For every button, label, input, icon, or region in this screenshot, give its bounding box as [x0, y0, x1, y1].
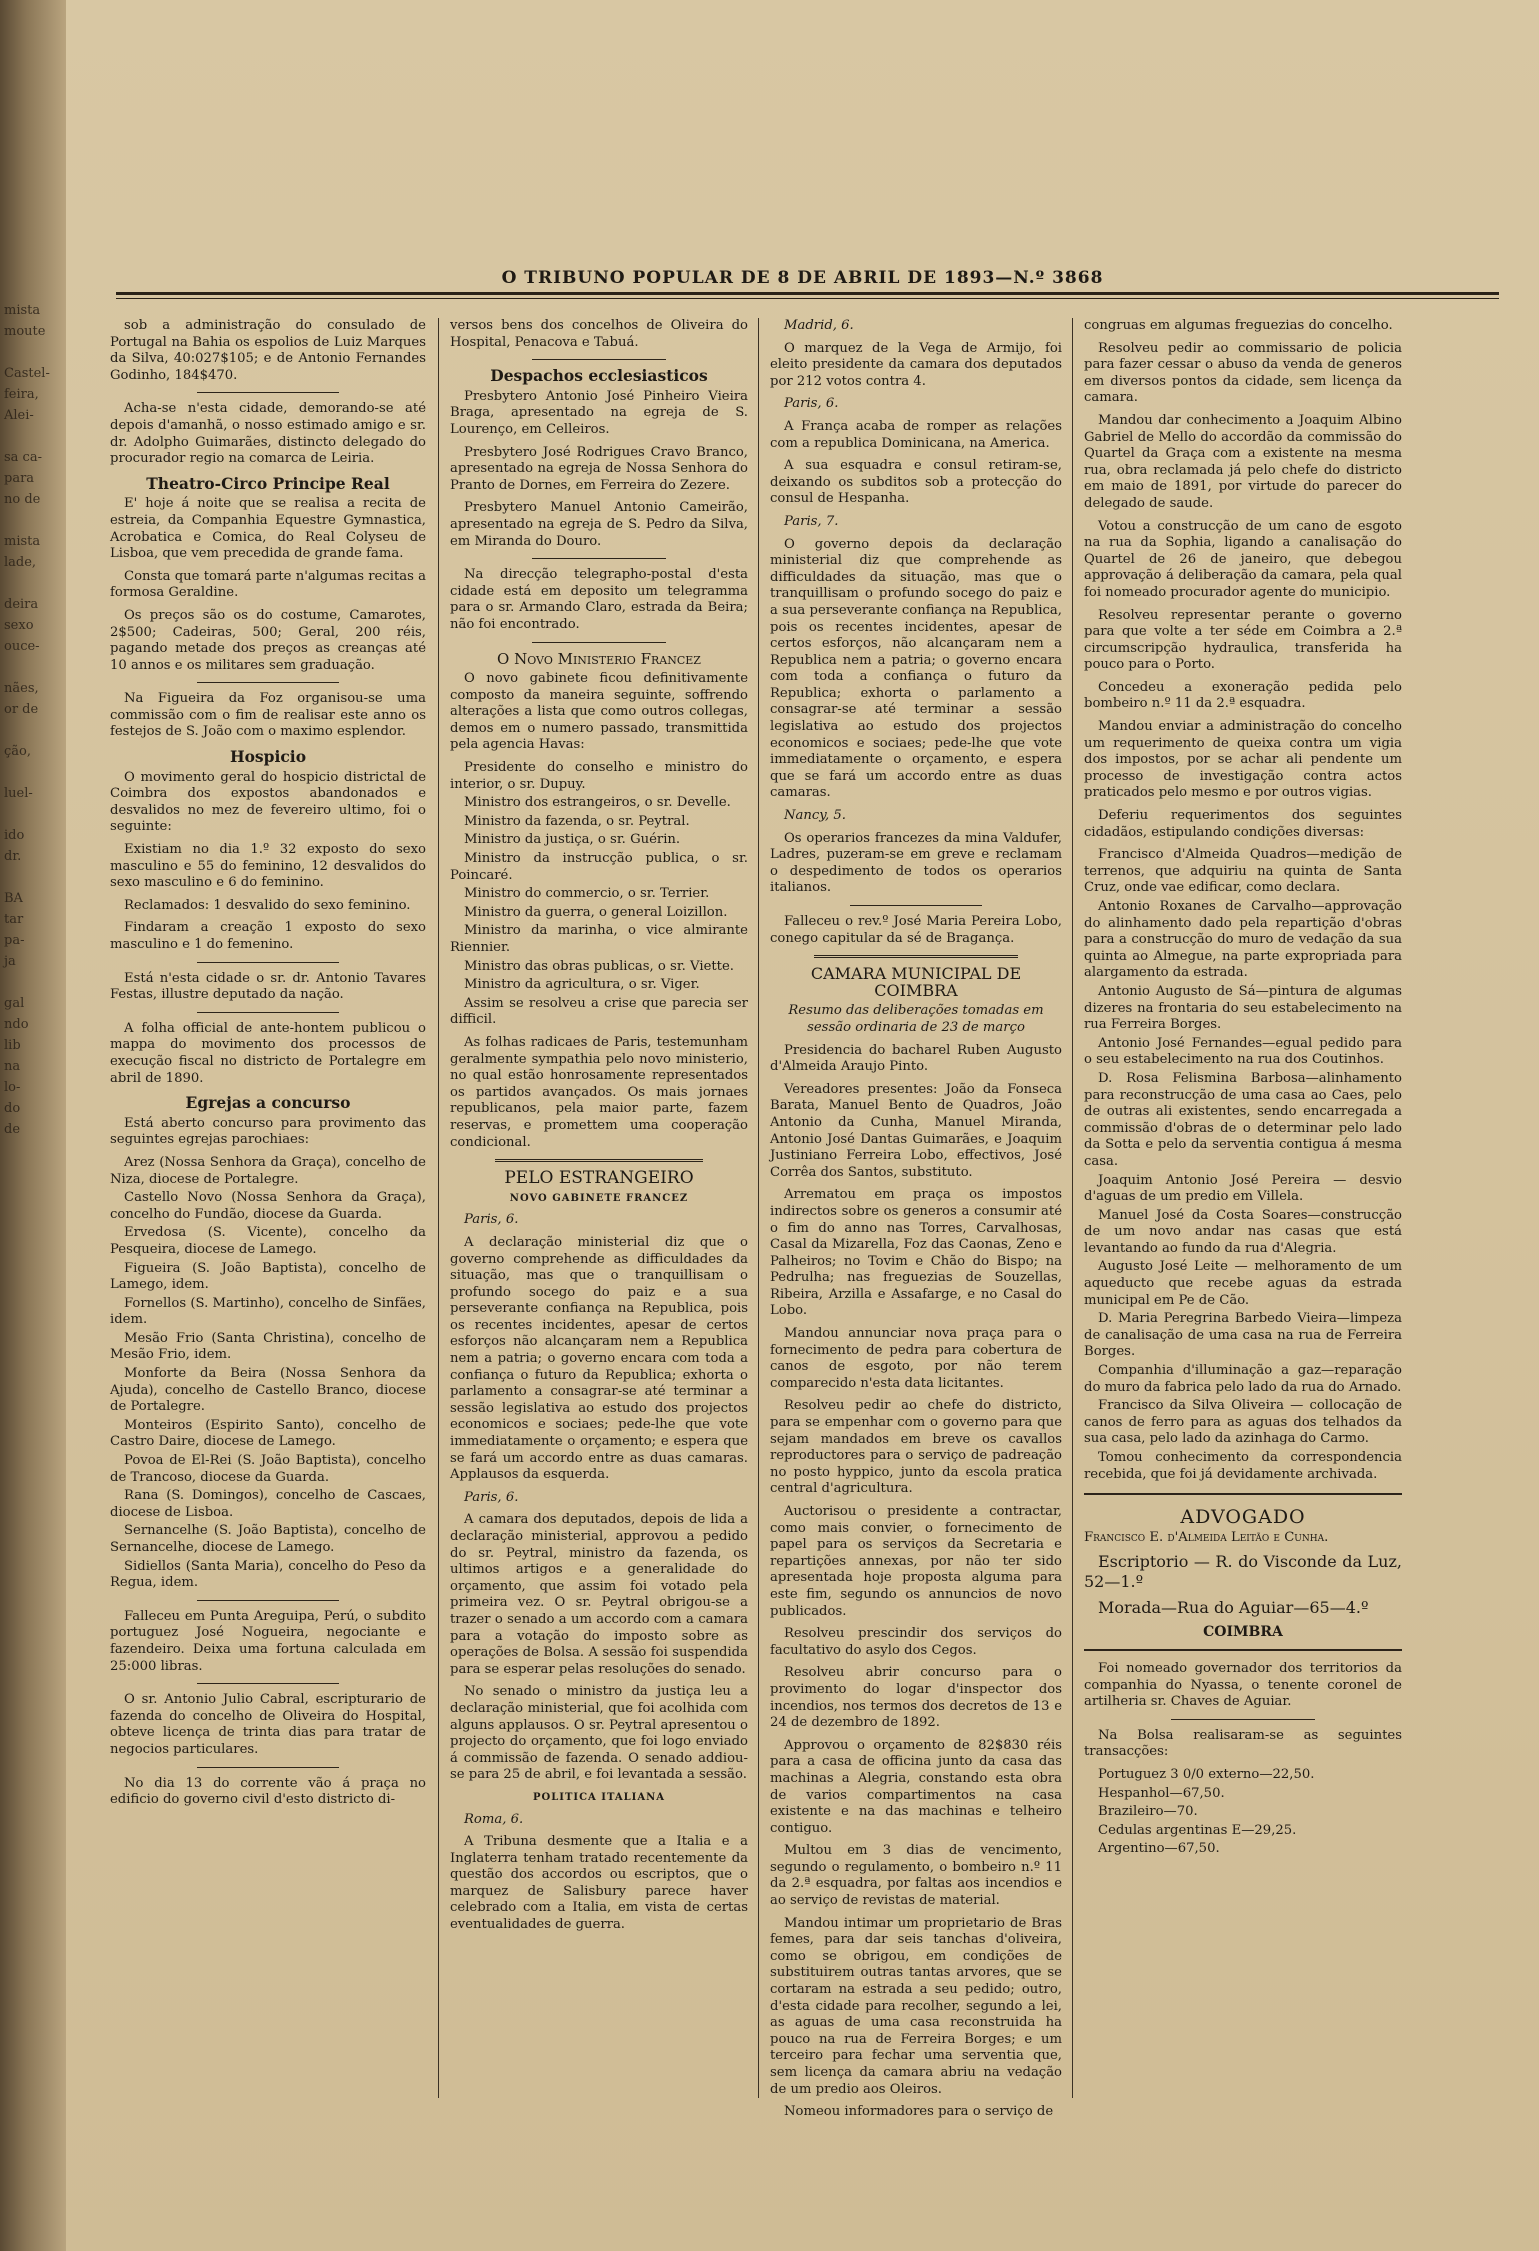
news-item: Concedeu a exoneração pedida pelo bombeiro n.º 11 da 2.ª esquadra.: [1084, 679, 1402, 712]
news-item: Falleceu em Punta Areguipa, Perú, o subdito portuguez José Nogueira, negociante e fazendeiro. Deixa uma fortuna calculada em 25:000 libras.: [110, 1608, 426, 1674]
list-item: Ministro do commercio, o sr. Terrier.: [464, 886, 710, 902]
section-heading: PELO ESTRANGEIRO: [504, 1168, 694, 1189]
subheading: NOVO GABINETE FRANCEZ: [509, 1192, 689, 1204]
list-item: Ministro da marinha, o vice almirante Riennier.: [450, 923, 748, 955]
advertisement-line: Francisco E. d'Almeida Leitão e Cunha.: [1084, 1529, 1329, 1545]
dateline: Roma, 6.: [464, 1811, 524, 1827]
news-item: Presbytero José Rodrigues Cravo Branco, apresentado na egreja de Nossa Senhora do Pranto de Dornes, em Ferreira do Zezere.: [450, 444, 748, 493]
section-heading: Egrejas a concurso: [185, 1093, 351, 1113]
news-item: Mandou annunciar nova praça para o fornecimento de pedra para cobertura de canos de esgoto, por não terem comparecido n'esta data licitantes.: [770, 1326, 1062, 1391]
news-item: Mandou enviar a administração do concelho um requerimento de queixa contra um vigia dos impostos, por se achar ali pendente um processo de investigação contra actos praticados pelo mesmo e por outros vigias.: [1084, 719, 1402, 801]
news-item: Resolveu prescindir dos serviços do facultativo do asylo dos Cegos.: [770, 1626, 1062, 1658]
masthead-rule: [116, 292, 1499, 295]
ministros-list: [450, 760, 748, 994]
news-item: Acha-se n'esta cidade, demorando-se até depois d'amanhã, o nosso estimado amigo e sr. dr. Adolpho Guimarães, distincto delegado do procurador regio na comarca de Leiria.: [110, 401, 426, 467]
news-item: congruas em algumas freguezias do concelho.: [1084, 318, 1393, 333]
list-item: D. Maria Peregrina Barbedo Vieira—limpeza de canalisação de uma casa na rua de Ferreira Borges.: [1084, 1311, 1402, 1360]
list-item: Joaquim Antonio José Pereira — desvio d'aguas de um predio em Villela.: [1084, 1172, 1402, 1205]
divider: [532, 359, 666, 360]
column-separator: [438, 318, 439, 2098]
list-item: Francisco d'Almeida Quadros—medição de terrenos, que adquiriu na quinta de Santa Cruz, onde vae edificar, como declara.: [1084, 847, 1402, 896]
list-item: Ministro da justiça, o sr. Guérin.: [464, 832, 681, 848]
advertisement-line: Escriptorio — R. do Visconde da Luz, 52—1.º: [1084, 1552, 1402, 1592]
news-item: Presbytero Manuel Antonio Cameirão, apresentado na egreja de S. Pedro da Silva, em Miranda do Douro.: [450, 500, 748, 549]
list-item: Ervedosa (S. Vicente), concelho da Pesqueira, diocese de Lamego.: [110, 1225, 426, 1257]
section-heading: O Novo Ministerio Francez: [497, 649, 701, 668]
requerimentos-list: [1084, 847, 1402, 1448]
section-heading: Theatro-Circo Principe Real: [146, 473, 390, 493]
column-1: [110, 318, 426, 1815]
divider: [197, 392, 339, 393]
news-item: Os preços são os do costume, Camarotes, 2$500; Cadeiras, 500; Geral, 200 réis, pagando metade dos preços as creanças até 10 annos e os militares sem graduação.: [110, 607, 426, 673]
news-item: Reclamados: 1 desvalido do sexo feminino.: [124, 897, 411, 913]
news-item: A França acaba de romper as relações com a republica Dominicana, na America.: [770, 418, 1062, 451]
divider: [1171, 1719, 1314, 1720]
news-item: Resolveu pedir ao chefe do districto, para se empenhar com o governo para que sejam mandados em breve os cavallos reproductores para o serviço de padreação no posto hyppico, junto da escola pratica central d'agricultura.: [770, 1398, 1062, 1497]
divider: [495, 1159, 704, 1162]
news-item: Mandou intimar um proprietario de Bras femes, para dar seis tanchas d'oliveira, como se obrigou, em condições de substituirem outras tantas arvores, que se cortaram na estrada a seu pedido; outro, d'esta cidade para recolher, segundo a lei, as aguas de uma casa reconstruida ha pouco na rua de Ferreira Borges; e um terceiro para fechar uma serventia que, sem licença da camara abriu na vedação de um predio aos Oleiros.: [770, 1915, 1062, 2097]
column-2: [450, 318, 748, 1940]
news-item: A folha official de ante-hontem publicou o mappa do movimento dos processos de execução fiscal no districto de Portalegre em abril de 1890.: [110, 1020, 426, 1086]
list-item: Ministro da instrucção publica, o sr. Poincaré.: [450, 851, 748, 883]
list-item: Companhia d'illuminação a gaz—reparação do muro da fabrica pelo lado da rua do Arnado.: [1084, 1363, 1402, 1395]
dateline: Paris, 6.: [464, 1212, 519, 1228]
news-item: E' hoje á noite que se realisa a recita de estreia, da Companhia Equestre Gymnastica, Acrobatica e Comica, do Real Colyseu de Lisboa, que vem precedida de grande fama.: [110, 496, 426, 562]
list-item: Mesão Frio (Santa Christina), concelho de Mesão Frio, idem.: [110, 1330, 426, 1363]
list-item: Ministro da agricultura, o sr. Viger.: [464, 977, 700, 993]
list-item: Figueira (S. João Baptista), concelho de Lamego, idem.: [110, 1260, 426, 1293]
news-item: Arrematou em praça os impostos indirectos sobre os generos a consumir até o fim do anno nas Torres, Carvalhosas, Casal da Mizarella, Foz das Caonas, Zeno e Palheiros; no Tovim e Chão do Bispo; na Pedrulha; nas freguezias de Souzellas, Ribeira, Arzilla e Assafarge, e no Casal do Lobo.: [770, 1187, 1062, 1319]
list-item: Presidente do conselho e ministro do interior, o sr. Dupuy.: [450, 760, 748, 792]
newspaper-page: [66, 0, 1539, 2251]
news-item: Tomou conhecimento da correspondencia recebida, que foi já devidamente archivada.: [1084, 1450, 1402, 1482]
news-item: Existiam no dia 1.º 32 exposto do sexo masculino e 55 do feminino, 12 desvalidos do sexo masculino e 6 do feminino.: [110, 842, 426, 891]
binding-text-fragments: mista moute Castel- feira, Alei- sa ca- para no de mista lade, deira sexo ouce- nães, or de ção, luel- ido dr. BA tar pa- ja gal ndo lib na lo- do de: [4, 303, 50, 1137]
dateline: Madrid, 6.: [784, 318, 854, 333]
news-item: Os operarios francezes da mina Valdufer, Ladres, puzeram-se em greve e reclamam o despedimento de todos os operarios italianos.: [770, 830, 1062, 896]
news-item: Presbytero Antonio José Pinheiro Vieira Braga, apresentado na egreja de S. Lourenço, em Celleiros.: [450, 388, 748, 437]
list-item: Portuguez 3 0/0 externo—22,50.: [1098, 1766, 1315, 1782]
list-item: Sernancelhe (S. João Baptista), concelho de Sernancelhe, diocese de Lamego.: [110, 1523, 426, 1555]
divider: [814, 955, 1018, 958]
section-heading: Hospicio: [229, 747, 307, 767]
divider: [197, 1012, 339, 1013]
page-masthead: O TRIBUNO POPULAR DE 8 DE ABRIL DE 1893—N.º 3868: [501, 268, 1104, 288]
list-item: Augusto José Leite — melhoramento de um aqueducto que recebe aguas da estrada municipal em Pe de Cão.: [1084, 1259, 1402, 1308]
list-item: Monforte da Beira (Nossa Senhora da Ajuda), concelho de Castello Branco, diocese de Portalegre.: [110, 1366, 426, 1415]
news-item: Resolveu pedir ao commissario de policia para fazer cessar o abuso da venda de generos em diversos pontos da cidade, sem licença da camara.: [1084, 340, 1402, 406]
news-item: Presidencia do bacharel Ruben Augusto d'Almeida Araujo Pinto.: [770, 1042, 1062, 1075]
dateline: Paris, 7.: [784, 513, 839, 529]
news-item: Na direcção telegrapho-postal d'esta cidade está em deposito um telegramma para o sr. Armando Claro, estrada da Beira; não foi encontrado.: [450, 567, 748, 632]
list-item: Hespanhol—67,50.: [1098, 1785, 1225, 1801]
section-heading: CAMARA MUNICIPAL DE COIMBRA: [810, 964, 1022, 1000]
news-item: Está aberto concurso para provimento das seguintes egrejas parochiaes:: [110, 1115, 426, 1148]
news-item: Assim se resolveu a crise que parecia ser difficil.: [450, 995, 748, 1028]
column-separator: [1072, 318, 1073, 2098]
list-item: Antonio José Fernandes—egual pedido para o seu estabelecimento na rua dos Coutinhos.: [1084, 1035, 1402, 1068]
list-item: Brazileiro—70.: [1098, 1804, 1198, 1820]
list-item: Ministro da guerra, o general Loizillon.: [464, 904, 728, 920]
column-4: [1084, 318, 1402, 1860]
subheading: POLITICA ITALIANA: [533, 1791, 665, 1803]
news-item: O movimento geral do hospicio districtal de Coimbra dos expostos abandonados e desvalidos no mez de fevereiro ultimo, foi o seguinte:: [110, 769, 426, 835]
divider: [197, 1683, 339, 1684]
divider: [197, 1767, 339, 1768]
list-item: Sidiellos (Santa Maria), concelho do Peso da Regua, idem.: [110, 1558, 426, 1591]
news-item: No senado o ministro da justiça leu a declaração ministerial, que foi acolhida com alguns applausos. O sr. Peytral apresentou o projecto do orçamento, que foi logo enviado á commissão de fazenda. O senado addiou-se para 25 de abril, e foi levantada a sessão.: [450, 1684, 748, 1783]
news-item: Foi nomeado governador dos territorios da companhia do Nyassa, o tenente coronel de artilheria sr. Chaves de Aguiar.: [1084, 1660, 1402, 1710]
news-item: Resolveu abrir concurso para o provimento do logar d'inspector dos incendios, nos termos dos decretos de 13 e 24 de dezembro de 1892.: [770, 1665, 1062, 1731]
column-3: [770, 318, 1062, 2127]
news-item: Auctorisou o presidente a contractar, como mais convier, o fornecimento de papel para os serviços da Secretaria e repartições annexas, por não ter sido apresentada hoje proposta alguma para este fim, segundo os annuncios de novo publicados.: [770, 1504, 1062, 1619]
bolsa-list: [1084, 1767, 1402, 1858]
news-item: Vereadores presentes: João da Fonseca Barata, Manuel Bento de Quadros, João Antonio da Cunha, Manuel Miranda, Antonio José Dantas Guimarães, e Joaquim Justiniano Ferreira Lobo, effectivos, José Corrêa dos Santos, substituto.: [770, 1081, 1062, 1180]
masthead-rule-thin: [116, 298, 1499, 299]
dateline: Paris, 6.: [784, 396, 839, 412]
news-item: No dia 13 do corrente vão á praça no edificio do governo civil d'esto districto di-: [110, 1775, 426, 1808]
news-item: Votou a construcção de um cano de esgoto na rua da Sophia, ligando a canalisação do Quartel de 26 de janeiro, que debegou approvação á deliberação da camara, pela qual foi nomeado procurador agente do municipio.: [1084, 518, 1402, 600]
news-item: Está n'esta cidade o sr. dr. Antonio Tavares Festas, illustre deputado da nação.: [110, 970, 426, 1003]
divider: [197, 1600, 339, 1601]
news-item: sob a administração do consulado de Portugal na Bahia os espolios de Luiz Marques da Silva, 40:027$105; e de Antonio Fernandes Godinho, 184$470.: [110, 318, 426, 383]
news-item: O novo gabinete ficou definitivamente composto da maneira seguinte, soffrendo alterações a lista que como outros collegas, demos em o numero passado, transmittida pela agencia Havas:: [450, 671, 748, 753]
news-item: O governo depois da declaração ministerial diz que comprehende as difficuldades da situação, mas que o tranquillisam o profundo socego do paiz e a sua perseverante confiança na Republica, pois os recentes incidentes, apesar de certos esforços, não alcançaram nem a Republica nem a patria; o governo encara com toda a confiança o futuro da Republica; exhorta o parlamento a consagrar-se até terminar a sessão legislativa ao estudo dos projectos economicos e sociaes; pede-lhe que vote immediatamente o orçamento, e espera que se fará um accordo entre as duas camaras.: [770, 536, 1062, 801]
list-item: Monteiros (Espirito Santo), concelho de Castro Daire, diocese de Lamego.: [110, 1417, 426, 1450]
news-item: Nomeou informadores para o serviço de: [784, 2104, 1054, 2120]
advertisement-line: Morada—Rua do Aguiar—65—4.º: [1098, 1598, 1369, 1618]
list-item: Ministro dos estrangeiros, o sr. Develle.: [464, 795, 731, 811]
news-item: A Tribuna desmente que a Italia e a Inglaterra tenham tratado recentemente da questão dos accordos ou escriptos, que o marquez de Salisbury parece haver celebrado com a Italia, em vista de certas eventualidades de guerra.: [450, 1834, 748, 1933]
news-item: O sr. Antonio Julio Cabral, escripturario de fazenda do concelho de Oliveira do Hospital, obteve licença de trinta dias para tratar de negocios particulares.: [110, 1692, 426, 1757]
news-item: As folhas radicaes de Paris, testemunham geralmente sympathia pelo novo ministerio, no qual estão honrosamente representados os partidos avançados. Os mais jornaes republicanos, pela maior parte, fazem reservas, e promettem uma cooperação condicional.: [450, 1034, 748, 1150]
divider: [197, 962, 339, 963]
dateline: Nancy, 5.: [784, 808, 846, 824]
section-heading: Despachos ecclesiasticos: [490, 366, 708, 386]
news-item: Findaram a creação 1 exposto do sexo masculino e 1 do femenino.: [110, 920, 426, 952]
news-item: A sua esquadra e consul retiram-se, deixando os subditos sob a protecção do consul de Hespanha.: [770, 458, 1062, 507]
egrejas-list: [110, 1155, 426, 1592]
list-item: Manuel José da Costa Soares—construcção de um novo andar nas casas que está levantando ao fundo da rua d'Alegria.: [1084, 1207, 1402, 1256]
divider: [197, 682, 339, 683]
column-separator: [758, 318, 759, 2098]
list-item: Argentino—67,50.: [1098, 1841, 1220, 1857]
news-item: O marquez de la Vega de Armijo, foi eleito presidente da camara dos deputados por 212 votos contra 4.: [770, 340, 1062, 389]
news-item: A declaração ministerial diz que o governo comprehende as difficuldades da situação, mas que o tranquillisam o profundo socego do paiz e a sua perseverante confiança na Republica, pois os recentes incidentes, apesar de certos esforços não alcançaram nem a Republica nem a patria; o governo encara com toda a confiança o futuro da Republica; exhorta o parlamento a consagrar-se até terminar a sessão legislativa ao estudo dos projectos economicos e sociaes; pede-lhe que vote immediatamente o orçamento; e espera que se fará um accordo entre as duas camaras. Applausos da esquerda.: [450, 1234, 748, 1483]
dateline: Paris, 6.: [464, 1489, 519, 1505]
list-item: Ministro da fazenda, o sr. Peytral.: [464, 813, 690, 829]
news-item: Resolveu representar perante o governo para que volte a ter séde em Coimbra a 2.ª circumscripção hydraulica, transferida ha pouco para o Porto.: [1084, 607, 1402, 673]
list-item: Rana (S. Domingos), concelho de Cascaes, diocese de Lisboa.: [110, 1488, 426, 1520]
list-item: Povoa de El-Rei (S. João Baptista), concelho de Trancoso, diocese da Guarda.: [110, 1453, 426, 1485]
news-item: Na Bolsa realisaram-se as seguintes transacções:: [1084, 1727, 1402, 1760]
advertisement-box: [1084, 1493, 1402, 1651]
list-item: D. Rosa Felismina Barbosa—alinhamento para reconstrucção de uma casa ao Caes, pelo de outras ali existentes, sendo encarregada a commissão d'obras de o determinar pelo lado da Sotta e pelo da serventia contigua á mesma casa.: [1084, 1070, 1402, 1169]
subheading: Resumo das deliberações tomadas em sessão ordinaria de 23 de março: [788, 1003, 1044, 1035]
news-item: Falleceu o rev.º José Maria Pereira Lobo, conego capitular da sé de Bragança.: [770, 914, 1062, 946]
news-item: Na Figueira da Foz organisou-se uma commissão com o fim de realisar este anno os festejos de S. João com o maximo esplendor.: [110, 691, 426, 740]
advertisement-city: COIMBRA: [1203, 1624, 1283, 1641]
divider: [532, 558, 666, 559]
news-item: Deferiu requerimentos dos seguintes cidadãos, estipulando condições diversas:: [1084, 808, 1402, 840]
divider: [850, 905, 981, 906]
list-item: Cedulas argentinas E—29,25.: [1098, 1822, 1297, 1838]
list-item: Fornellos (S. Martinho), concelho de Sinfães, idem.: [110, 1295, 426, 1328]
divider: [532, 642, 666, 643]
list-item: Francisco da Silva Oliveira — collocação de canos de ferro para as aguas dos telhados da sua casa, pelo lado da azinhaga do Carmo.: [1084, 1398, 1402, 1447]
list-item: Ministro das obras publicas, o sr. Viette.: [464, 958, 734, 974]
advertisement-heading: ADVOGADO: [1180, 1506, 1306, 1529]
news-item: Mandou dar conhecimento a Joaquim Albino Gabriel de Mello do accordão da commissão do Quartel da Graça com a existente na mesma rua, obra reclamada já pelo chefe do districto em maio de 1891, por virtude do parecer do delegado de saude.: [1084, 412, 1402, 511]
news-item: Multou em 3 dias de vencimento, segundo o regulamento, o bombeiro n.º 11 da 2.ª esquadra, por faltas aos incendios e ao serviço de revistas de material.: [770, 1843, 1062, 1909]
news-item: versos bens dos concelhos de Oliveira do Hospital, Penacova e Tabuá.: [450, 318, 748, 350]
list-item: Antonio Roxanes de Carvalho—approvação do alinhamento dado pela repartição d'obras para a construcção do muro de vedação da sua quinta ao Almegue, na parte expropriada para alargamento da estrada.: [1084, 899, 1402, 981]
news-item: Approvou o orçamento de 82$830 réis para a casa de officina junto da casa das machinas a Alegria, constando esta obra de varios compartimentos na casa existente e na das machinas e telheiro contiguo.: [770, 1737, 1062, 1836]
list-item: Arez (Nossa Senhora da Graça), concelho de Niza, diocese de Portalegre.: [110, 1154, 426, 1187]
news-item: A camara dos deputados, depois de lida a declaração ministerial, approvou a pedido do sr. Peytral, ministro da fazenda, os ultimos artigos e a generalidade do orçamento, que assim foi votado pela primeira vez. O sr. Peytral obrigou-se a trazer o senado a um accordo com a camara para a votação do imposto sobre as operações de Bolsa. A sessão foi suspendida para se esperar pelas resoluções do senado.: [450, 1512, 748, 1677]
list-item: Castello Novo (Nossa Senhora da Graça), concelho do Fundão, diocese da Guarda.: [110, 1190, 426, 1222]
page-binding: [0, 0, 66, 2251]
news-item: Consta que tomará parte n'algumas recitas a formosa Geraldine.: [110, 568, 426, 601]
list-item: Antonio Augusto de Sá—pintura de algumas dizeres na frontaria do seu estabelecimento na rua Ferreira Borges.: [1084, 983, 1402, 1033]
